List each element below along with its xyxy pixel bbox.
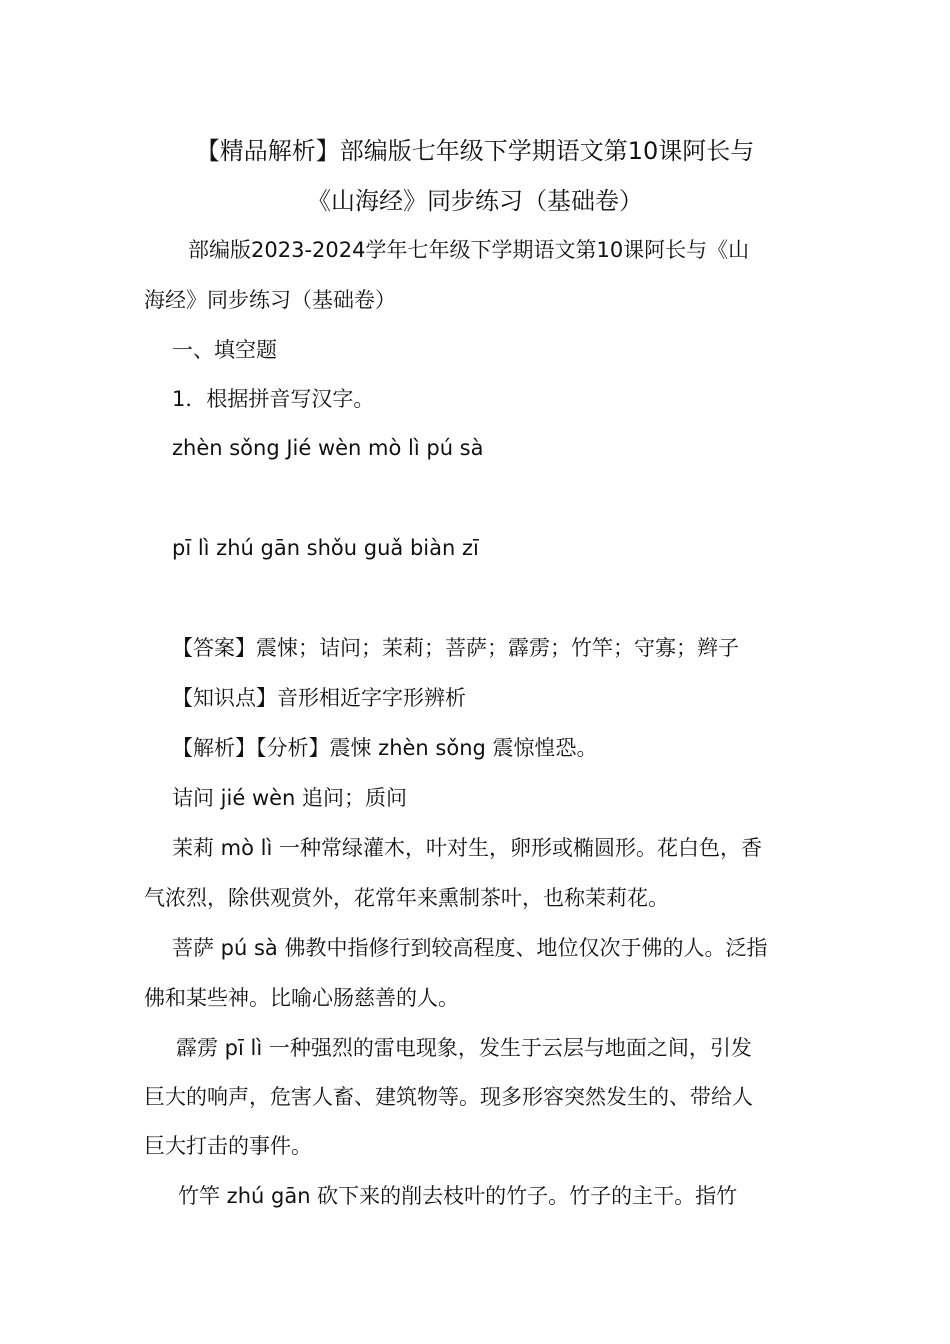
pinyin-row-2: pī lì zhú gān shǒu guǎ biàn zī (172, 536, 479, 560)
entry-pusa-line-2: 佛和某些神。比喻心肠慈善的人。 (144, 986, 459, 1010)
entry-pili-line-2: 巨大的响声，危害人畜、建筑物等。现多形容突然发生的、带给人 (144, 1085, 753, 1109)
entry-pili-line-1: 霹雳 pī lì 一种强烈的雷电现象，发生于云层与地面之间，引发 (176, 1036, 752, 1060)
subtitle-line-1: 部编版2023-2024学年七年级下学期语文第10课阿长与《山 (188, 238, 750, 262)
analysis-intro: 【解析】【分析】震悚 zhèn sǒng 震惊惶恐。 (172, 736, 598, 760)
document-title-line-1: 【精品解析】部编版七年级下学期语文第10课阿长与 (195, 137, 755, 165)
knowledge-point: 【知识点】音形相近字字形辨析 (172, 686, 466, 710)
subtitle-line-2: 海经》同步练习（基础卷） (144, 288, 396, 312)
entry-moli-line-2: 气浓烈，除供观赏外，花常年来熏制茶叶，也称茉莉花。 (144, 886, 669, 910)
entry-zhugan-line-1: 竹竿 zhú gān 砍下来的削去枝叶的竹子。竹子的主干。指竹 (178, 1184, 738, 1208)
entry-jiewen: 诘问 jié wèn 追问；质问 (172, 786, 408, 810)
question-1-prompt: 1．根据拼音写汉字。 (172, 387, 375, 411)
section-heading: 一、填空题 (172, 338, 277, 362)
entry-pusa-line-1: 菩萨 pú sà 佛教中指修行到较高程度、地位仅次于佛的人。泛指 (172, 936, 768, 960)
pinyin-row-1: zhèn sǒng Jié wèn mò lì pú sà (172, 436, 484, 460)
entry-pili-line-3: 巨大打击的事件。 (144, 1134, 312, 1158)
entry-moli-line-1: 茉莉 mò lì 一种常绿灌木，叶对生，卵形或椭圆形。花白色，香 (172, 836, 762, 860)
answer-text: 【答案】震悚；诘问；茉莉；菩萨；霹雳；竹竿；守寡；辫子 (172, 636, 739, 660)
document-title-line-2: 《山海经》同步练习（基础卷） (307, 187, 643, 215)
